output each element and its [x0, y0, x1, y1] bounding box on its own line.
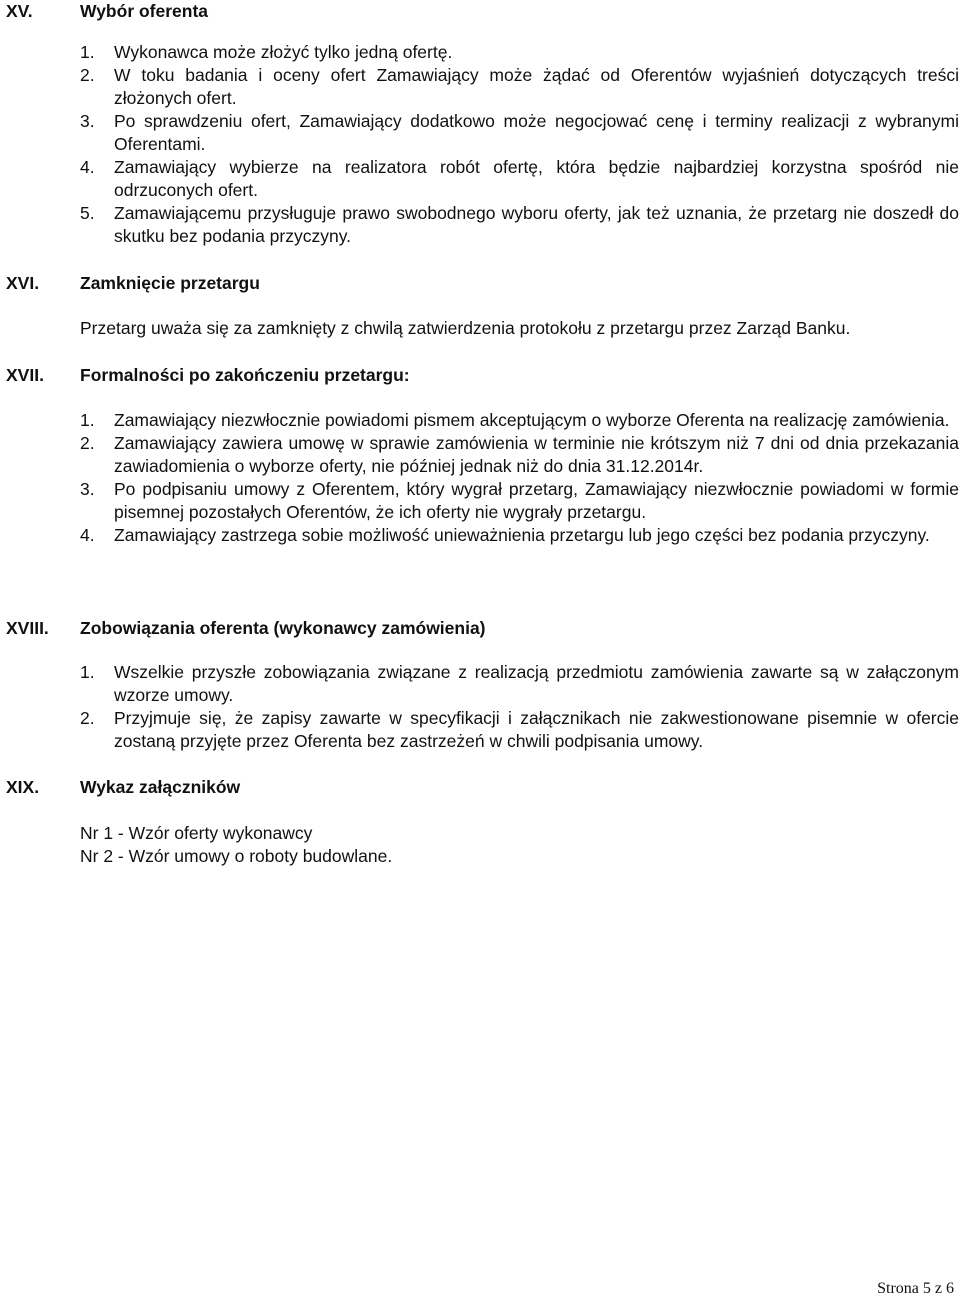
list-item	[80, 409, 959, 432]
item-number: 2.	[80, 433, 95, 453]
list-item	[80, 110, 959, 156]
attachments-list	[80, 822, 959, 868]
section-number: XIX.	[6, 777, 40, 797]
item-number: 3.	[80, 479, 95, 499]
item-number: 3.	[80, 111, 95, 131]
section-number: XVII.	[6, 365, 44, 385]
item-number: 2.	[80, 65, 95, 85]
list-item	[80, 478, 959, 524]
list-item	[80, 432, 959, 478]
list-item	[80, 156, 959, 202]
section-title: Zobowiązania oferenta (wykonawcy zamówienia)	[80, 618, 486, 638]
list-item	[80, 524, 959, 547]
item-number: 1.	[80, 42, 95, 62]
item-text: W toku badania i oceny ofert Zamawiający może żądać od Oferentów wyjaśnień dotyczących treści złożonych ofert.	[114, 65, 959, 108]
item-text: Po podpisaniu umowy z Oferentem, który wygrał przetarg, Zamawiający niezwłocznie powiadomi w formie pisemnej pozostałych Oferentów, że ich oferty nie wygrały przetargu.	[114, 479, 959, 522]
section-xvi-paragraph: Przetarg uważa się za zamknięty z chwilą zatwierdzenia protokołu z przetargu przez Zarząd Banku.	[80, 318, 851, 338]
attachment-item: Nr 2 - Wzór umowy o roboty budowlane.	[80, 846, 393, 866]
item-text: Zamawiający wybierze na realizatora robót ofertę, która będzie najbardziej korzystna spośród nie odrzuconych ofert.	[114, 157, 959, 200]
item-text: Zamawiający niezwłocznie powiadomi pismem akceptującym o wyborze Oferenta na realizację zamówienia.	[114, 410, 950, 430]
item-text: Zamawiający zastrzega sobie możliwość unieważnienia przetargu lub jego części bez podania przyczyny.	[114, 525, 930, 545]
list-item	[80, 661, 959, 707]
item-text: Zamawiającemu przysługuje prawo swobodnego wyboru oferty, jak też uznania, że przetarg nie doszedł do skutku bez podania przyczyny.	[114, 203, 959, 246]
item-text: Wszelkie przyszłe zobowiązania związane z realizacją przedmiotu zamówienia zawarte są w załączonym wzorze umowy.	[114, 662, 959, 705]
list-item	[80, 41, 959, 64]
item-number: 1.	[80, 662, 95, 682]
item-number: 1.	[80, 410, 95, 430]
section-title: Wykaz załączników	[80, 777, 241, 797]
item-number: 2.	[80, 708, 95, 728]
item-number: 4.	[80, 525, 95, 545]
page-number: Strona 5 z 6	[877, 1280, 954, 1297]
item-number: 5.	[80, 203, 95, 223]
section-number: XVI.	[6, 273, 40, 293]
section-number: XVIII.	[6, 618, 49, 638]
item-text: Zamawiający zawiera umowę w sprawie zamówienia w terminie nie krótszym niż 7 dni od dnia przekazania zawiadomienia o wyborze oferty, nie później jednak niż do dnia 31.12.2014r.	[114, 433, 959, 476]
section-title: Wybór oferenta	[80, 1, 209, 21]
section-number: XV.	[6, 1, 33, 21]
section-title: Formalności po zakończeniu przetargu:	[80, 365, 410, 385]
list-item	[80, 64, 959, 110]
list-item	[80, 707, 959, 753]
item-text: Wykonawca może złożyć tylko jedną ofertę.	[114, 42, 453, 62]
item-number: 4.	[80, 157, 95, 177]
section-xv-list	[80, 41, 959, 248]
section-xviii-list	[80, 661, 959, 753]
list-item	[80, 202, 959, 248]
attachment-item: Nr 1 - Wzór oferty wykonawcy	[80, 823, 313, 843]
item-text: Przyjmuje się, że zapisy zawarte w specyfikacji i załącznikach nie zakwestionowane pisemnie w ofercie zostaną przyjęte przez Oferenta bez zastrzeżeń w chwili podpisania umowy.	[114, 708, 959, 751]
item-text: Po sprawdzeniu ofert, Zamawiający dodatkowo może negocjować cenę i terminy realizacji z wybranymi Oferentami.	[114, 111, 959, 154]
section-title: Zamknięcie przetargu	[80, 273, 260, 293]
section-xvii-list	[80, 409, 959, 547]
